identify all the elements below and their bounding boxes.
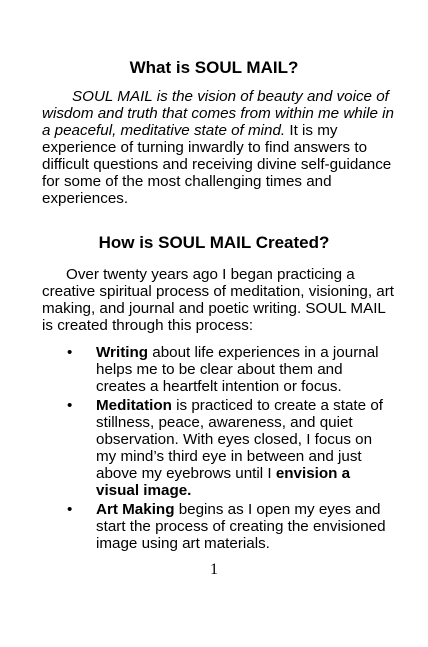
bullet-text: about life experiences in a journal helps me to be clear about them and creates a heartfelt intention or focus. bbox=[96, 344, 379, 395]
paragraph-definition bbox=[42, 88, 394, 207]
process-bullet-list bbox=[42, 344, 394, 554]
page-number: 1 bbox=[210, 561, 218, 578]
section-heading-how: How is SOUL MAIL Created? bbox=[98, 233, 330, 252]
paragraph-process bbox=[42, 266, 394, 334]
bullet-term: Writing bbox=[96, 344, 149, 361]
list-item-writing bbox=[42, 344, 394, 395]
bullet-icon: • bbox=[67, 344, 73, 361]
bullet-bold-end: envision a visual image. bbox=[96, 465, 351, 499]
section-heading-what: What is SOUL MAIL? bbox=[129, 58, 299, 77]
list-item-meditation bbox=[42, 397, 394, 499]
bullet-term: Art Making bbox=[96, 501, 175, 518]
definition-italic-text: SOUL MAIL is the vision of beauty and voice of wisdom and truth that comes from within me while in a peaceful, meditative state of mind. bbox=[42, 88, 394, 139]
bullet-text: begins as I open my eyes and start the process of creating the envisioned image using art materials. bbox=[96, 501, 386, 552]
bullet-icon: • bbox=[67, 397, 73, 414]
bullet-icon: • bbox=[67, 501, 73, 518]
definition-text: It is my experience of turning inwardly to find answers to difficult questions and receiving divine self-guidance for some of the most challenging times and experiences. bbox=[42, 122, 392, 207]
bullet-text: is practiced to create a state of stillness, peace, awareness, and quiet observation. With eyes closed, I focus on my mind’s third eye in between and just above my eyebrows until I bbox=[96, 397, 383, 482]
list-item-art-making bbox=[42, 501, 394, 552]
process-text: Over twenty years ago I began practicing a creative spiritual process of meditation, visioning, art making, and journal and poetic writing. SOUL MAIL is created through this process: bbox=[42, 266, 395, 334]
bullet-term: Meditation bbox=[96, 397, 172, 414]
